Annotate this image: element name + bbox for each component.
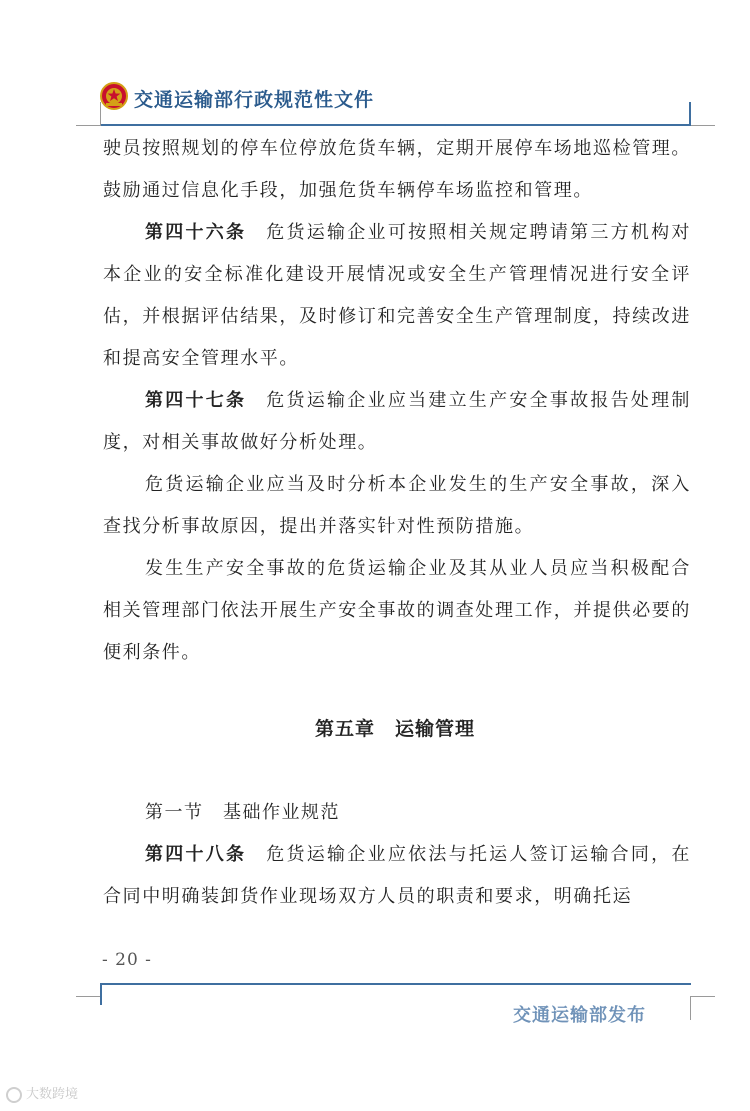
article-46 bbox=[103, 212, 691, 380]
document-body-continued bbox=[103, 834, 691, 918]
publisher-label: 交通运输部发布 bbox=[513, 1005, 646, 1026]
paragraph-investigation-cooperation: 发生生产安全事故的危货运输企业及其从业人员应当积极配合相关管理部门依法开展生产安全事故的调查处理工作，并提供必要的便利条件。 bbox=[103, 558, 691, 663]
article-46-text: 危货运输企业可按照相关规定聘请第三方机构对本企业的安全标准化建设开展情况或安全生产管理情况进行安全评估，并根据评估结果，及时修订和完善安全生产管理制度，持续改进和提高安全管理水平。 bbox=[103, 222, 691, 369]
footer-divider bbox=[100, 983, 691, 985]
page-header bbox=[100, 80, 690, 120]
page-number: - 20 - bbox=[102, 950, 152, 970]
crop-mark-top-right bbox=[691, 125, 715, 126]
paragraph-continued: 驶员按照规划的停车位停放危货车辆，定期开展停车场地巡检管理。鼓励通过信息化手段，加强危货车辆停车场监控和管理。 bbox=[103, 138, 691, 201]
paragraph-accident-analysis: 危货运输企业应当及时分析本企业发生的生产安全事故，深入查找分析事故原因，提出并落实针对性预防措施。 bbox=[103, 474, 691, 537]
header-divider bbox=[100, 124, 691, 126]
crop-mark-top-left-v bbox=[100, 102, 101, 126]
crop-mark-bottom-right bbox=[691, 996, 715, 997]
watermark-text: 大数跨境 bbox=[26, 1087, 79, 1102]
document-body bbox=[103, 128, 691, 674]
watermark bbox=[6, 1083, 78, 1103]
article-46-label: 第四十六条 bbox=[145, 222, 247, 243]
header-divider-tick bbox=[689, 102, 691, 126]
article-47 bbox=[103, 380, 691, 464]
article-48-label: 第四十八条 bbox=[145, 844, 247, 865]
national-emblem-icon bbox=[100, 82, 128, 110]
article-47-label: 第四十七条 bbox=[145, 390, 247, 411]
crop-mark-top-left bbox=[76, 125, 100, 126]
chapter-title: 第五章 运输管理 bbox=[314, 718, 475, 740]
document-series-title: 交通运输部行政规范性文件 bbox=[134, 89, 375, 111]
article-48-text: 危货运输企业应依法与托运人签订运输合同，在合同中明确装卸货作业现场双方人员的职责和要求，明确托运 bbox=[103, 844, 691, 907]
section-title: 第一节 基础作业规范 bbox=[145, 802, 340, 823]
article-48 bbox=[103, 834, 691, 918]
crop-mark-bottom-left bbox=[76, 996, 100, 997]
footer-divider-tick bbox=[100, 983, 102, 1005]
article-47-text: 危货运输企业应当建立生产安全事故报告处理制度，对相关事故做好分析处理。 bbox=[103, 390, 691, 453]
crop-mark-bottom-right-v bbox=[690, 996, 691, 1020]
watermark-logo-icon bbox=[6, 1087, 22, 1103]
